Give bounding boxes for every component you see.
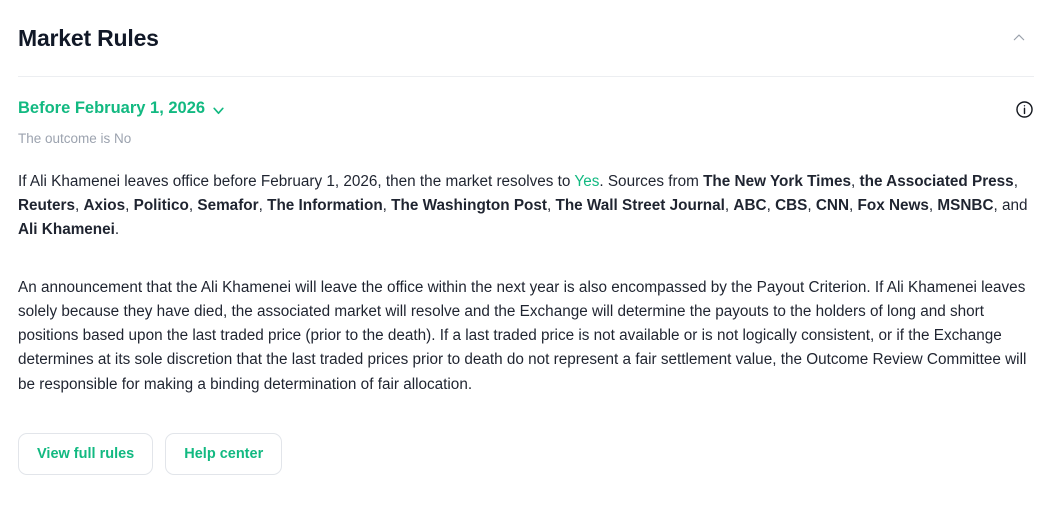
source-name-last: Ali Khamenei: [18, 220, 115, 238]
outcome-status-text: The outcome is No: [18, 131, 132, 146]
rules-action-buttons: [18, 433, 1034, 476]
view-full-rules-button[interactable]: View full rules: [18, 433, 153, 476]
source-name: CNN: [815, 196, 850, 214]
source-name: the Associated Press: [859, 172, 1014, 190]
source-name: The New York Times: [703, 172, 852, 190]
source-name: Semafor: [197, 196, 259, 214]
rule-p1-part1: If Ali Khamenei leaves office before February 1, 2026, then the market resolves to: [18, 172, 575, 190]
source-name: Reuters: [18, 196, 75, 214]
source-name: Fox News: [857, 196, 929, 214]
source-name: MSNBC: [937, 196, 994, 214]
panel-header: [18, 0, 1034, 76]
rule-paragraph-1: If Ali Khamenei leaves office before February 1, 2026, then the market resolves to Yes. Sources from The New York Times, the Associated Press, Reuters, Axios, Politico, Semafor, The Information, The Washington Post, The Wall Street Journal, ABC, CBS, CNN, Fox News, MSNBC, and Ali Khamenei.: [18, 172, 1028, 238]
info-circle-icon[interactable]: [1015, 100, 1034, 119]
source-name: ABC: [733, 196, 767, 214]
chevron-up-icon: [1012, 31, 1026, 45]
rule-date-selector[interactable]: [18, 99, 225, 119]
rule-date-label: Before February 1, 2026: [18, 99, 206, 117]
source-name: The Washington Post: [391, 196, 547, 214]
yes-outcome-token: Yes: [574, 172, 600, 190]
page-title: Market Rules: [18, 24, 159, 51]
rule-paragraph-2: An announcement that the Ali Khamenei will leave the office within the next year is also encompassed by the Payout Criterion. If Ali Khamenei leaves solely because they have died, the associated market will resolve and the Exchange will determine the payouts to the holders of long and short positions based upon the last traded price (prior to the death). If a last traded price is not available or is not logically consistent, or if the Exchange determines at its sole discretion that the last traded prices prior to death do not represent a fair settlement value, the Outcome Review Committee will be responsible for making a binding determination of fair allocation.: [18, 279, 1027, 393]
source-name: The Wall Street Journal: [555, 196, 725, 214]
source-name: Politico: [133, 196, 189, 214]
source-name: The Information: [267, 196, 383, 214]
rule-header-row: [18, 99, 1034, 119]
help-center-button[interactable]: Help center: [165, 433, 282, 476]
chevron-down-icon: [212, 104, 225, 117]
source-name: CBS: [775, 196, 808, 214]
rule-p1-part2: . Sources from: [599, 172, 704, 190]
rule-p1-conjunction: , and: [993, 196, 1028, 214]
rules-body: [18, 77, 1034, 475]
collapse-panel-button[interactable]: [1006, 25, 1032, 51]
source-name: Axios: [83, 196, 126, 214]
rule-p1-end: .: [114, 220, 120, 238]
